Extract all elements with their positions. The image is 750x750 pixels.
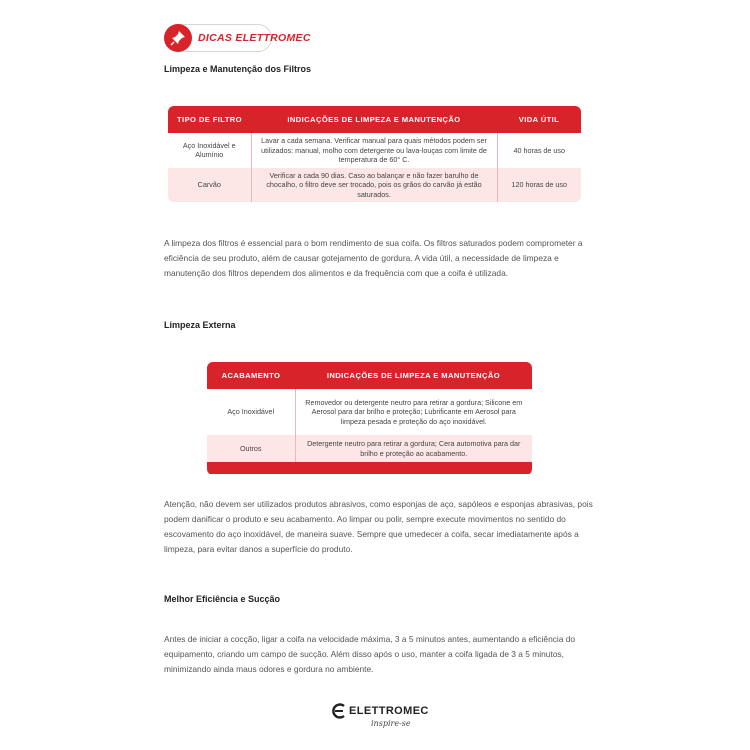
elettromec-logo-icon [331, 703, 347, 719]
tips-badge [164, 24, 311, 52]
table-header-row [207, 362, 532, 389]
section-title-filters: Limpeza e Manutenção dos Filtros [164, 64, 312, 74]
header-indications: INDICAÇÕES DE LIMPEZA E MANUTENÇÃO [251, 106, 497, 133]
header-indications: INDICAÇÕES DE LIMPEZA E MANUTENÇÃO [295, 362, 532, 389]
table-footer-bar [207, 462, 532, 474]
cell-indications: Removedor ou detergente neutro para retirar a gordura; Silicone em Aerosol para dar brilho e proteção; Lubrificante em Aerosol para limpeza pesada e proteção do aço inoxidável. [295, 389, 532, 435]
header-filter-type: TIPO DE FILTRO [168, 106, 251, 133]
cell-indications: Lavar a cada semana. Verificar manual para quais métodos podem ser utilizados: manual, molho com detergente ou lava-louças com limite de temperatura de 60° C. [251, 133, 497, 168]
filters-paragraph: A limpeza dos filtros é essencial para o bom rendimento de sua coifa. Os filtros saturados podem comprometer a eficiência de seu produto, além de causar gotejamento de gordura. A vida útil, a necessidade de limpeza e manutenção dos filtros dependem dos alimentos e da frequência com que a coifa é utilizada. [164, 238, 583, 278]
cell-finish: Outros [207, 435, 295, 462]
badge-label: DICAS ELETTROMEC [198, 32, 311, 44]
table-row [168, 168, 581, 203]
brand-tagline: inspire-se [371, 719, 411, 728]
brand-name: ELETTROMEC [349, 705, 429, 717]
header-finish: ACABAMENTO [207, 362, 295, 389]
cell-filter-type: Carvão [168, 168, 251, 203]
efficiency-paragraph: Antes de iniciar a cocção, ligar a coifa na velocidade máxima, 3 a 5 minutos antes, aumentando a eficiência do equipamento, criando um campo de sucção. Além disso após o uso, manter a coifa ligada de 3 a 5 minutos, minimizando ainda maus odores e gordura no ambiente. [164, 634, 576, 674]
brand-logo [331, 703, 451, 733]
external-table-wrap [207, 362, 532, 475]
table-row [207, 389, 532, 435]
cell-filter-type: Aço Inoxidável e Alumínio [168, 133, 251, 168]
header-lifespan: VIDA ÚTIL [497, 106, 581, 133]
table-row [207, 435, 532, 462]
section-title-external: Limpeza Externa [164, 320, 236, 330]
table-header-row [168, 106, 581, 133]
cell-indications: Detergente neutro para retirar a gordura; Cera automotiva para dar brilho e proteção ao acabamento. [295, 435, 532, 462]
cell-finish: Aço Inoxidável [207, 389, 295, 435]
cell-lifespan: 120 horas de uso [497, 168, 581, 203]
external-paragraph: Atenção, não devem ser utilizados produtos abrasivos, como esponjas de aço, sapóleos e esponjas abrasivas, pois podem danificar o produto e seu acabamento. Ao limpar ou polir, sempre execute movimentos no sentido do escovamento do aço inoxidável, de maneira suave. Sempre que umedecer a coifa, secar imediatamente após a limpeza, para evitar danos a superfície do produto. [164, 499, 593, 554]
filters-table-wrap [168, 106, 581, 202]
section-title-efficiency: Melhor Eficiência e Sucção [164, 594, 281, 604]
cell-lifespan: 40 horas de uso [497, 133, 581, 168]
cell-indications: Verificar a cada 90 dias. Caso ao balançar e não fazer barulho de chocalho, o filtro deve ser trocado, pois os grãos do carvão já estão saturados. [251, 168, 497, 203]
table-row [168, 133, 581, 168]
pin-icon [164, 24, 192, 52]
external-table [207, 362, 532, 474]
filters-table [168, 106, 581, 202]
